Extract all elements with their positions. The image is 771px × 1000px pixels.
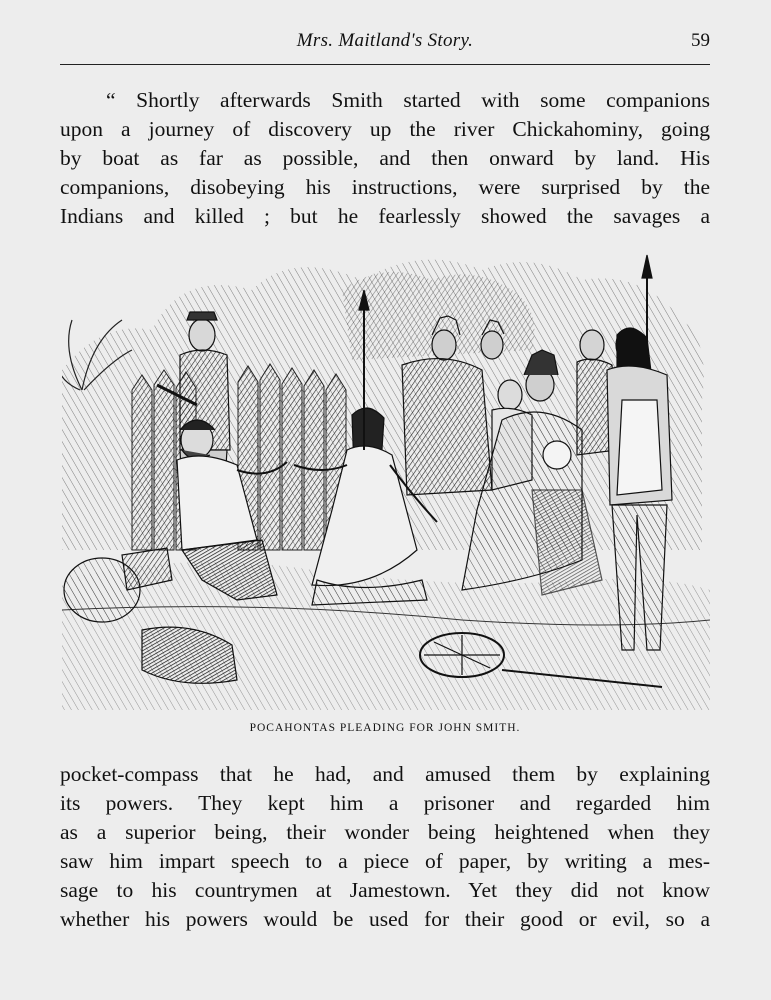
paragraph-2 — [60, 760, 710, 934]
text-line: pocket-compass that he had, and amused them by explaining — [60, 762, 710, 786]
text-line: its powers. They kept him a prisoner and regarded him — [60, 791, 710, 815]
text-line: whether his powers would be used for their good or evil, so a — [60, 907, 710, 931]
engraving-picture — [62, 250, 710, 710]
text-line: “ Shortly afterwards Smith started with some companions — [106, 88, 710, 112]
text-line: sage to his countrymen at Jamestown. Yet they did not know — [60, 878, 710, 902]
illustration-caption: POCAHONTAS PLEADING FOR JOHN SMITH. — [249, 722, 521, 734]
text-line: by boat as far as possible, and then onward by land. His — [60, 146, 710, 170]
page-number: 59 — [691, 30, 710, 51]
header-rule — [60, 64, 710, 65]
engraving-illustration — [62, 250, 710, 710]
running-head — [60, 28, 710, 58]
text-line: upon a journey of discovery up the river Chickahominy, going — [60, 117, 710, 141]
text-line: as a superior being, their wonder being heightened when they — [60, 820, 710, 844]
running-title: Mrs. Maitland's Story. — [296, 30, 474, 51]
text-line: saw him impart speech to a piece of paper, by writing a mes- — [60, 849, 710, 873]
text-line: companions, disobeying his instructions, were surprised by the — [60, 175, 710, 199]
text-line: Indians and killed ; but he fearlessly showed the savages a — [60, 204, 710, 228]
paragraph-1 — [60, 86, 710, 231]
